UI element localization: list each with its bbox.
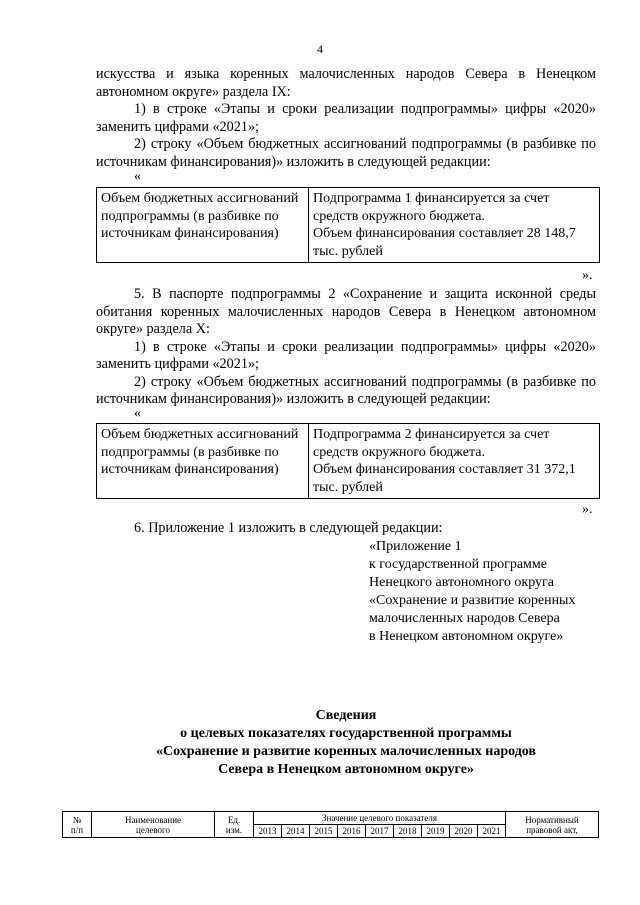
heading-line: Севера в Ненецком автономном округе» — [218, 762, 474, 777]
header-act-line: правовой акт, — [526, 824, 578, 835]
budget-box-1-label: Объем бюджетных ассигнований подпрограммы (в разбивке по источникам финансирования) — [97, 188, 309, 262]
year-cell: 2016 — [338, 825, 366, 838]
year-cell: 2013 — [254, 825, 282, 838]
heading-title: Сведения — [315, 708, 377, 723]
item-5-1: 1) в строке «Этапы и сроки реализации подпрограммы» цифры «2020» заменить цифрами «2021»; — [96, 338, 596, 372]
year-cell: 2017 — [366, 825, 394, 838]
budget-box-1-amount: Объем финансирования составляет 28 148,7 тыс. рублей — [313, 226, 576, 259]
page-number: 4 — [317, 42, 323, 56]
budget-box-2-label: Объем бюджетных ассигнований подпрограммы (в разбивке по источникам финансирования) — [97, 424, 309, 498]
header-name-line: целевого — [136, 824, 170, 835]
header-number-line: № — [72, 814, 82, 825]
year-cell: 2015 — [310, 825, 338, 838]
header-unit — [215, 812, 254, 838]
item-1-1: 1) в строке «Этапы и сроки реализации подпрограммы» цифры «2020» заменить цифрами «2021»; — [96, 101, 596, 135]
budget-box-2-value — [309, 424, 599, 498]
budget-box-2-source: Подпрограмма 2 финансируется за счет средств окружного бюджета. — [313, 427, 550, 460]
indicators-table — [62, 811, 599, 838]
year-cell: 2019 — [422, 825, 450, 838]
quote-open-1: « — [134, 169, 141, 184]
heading-line: о целевых показателях государственной программы — [180, 726, 512, 741]
header-value: Значение целевого показателя — [254, 812, 506, 825]
year-cell: 2018 — [394, 825, 422, 838]
budget-box-1-value — [309, 188, 599, 262]
quote-close-1: ». — [582, 268, 593, 283]
budget-box-2-amount: Объем финансирования составляет 31 372,1 тыс. рублей — [313, 462, 576, 495]
item-6: 6. Приложение 1 изложить в следующей редакции: — [134, 520, 443, 536]
item-5-2: 2) строку «Объем бюджетных ассигнований подпрограммы (в разбивке по источникам финансирования)» изложить в следующей редакции: — [96, 373, 596, 407]
header-name-line: Наименование — [124, 814, 182, 825]
year-cell: 2014 — [282, 825, 310, 838]
header-number — [63, 812, 92, 838]
budget-box-2 — [96, 423, 600, 499]
budget-box-1 — [96, 187, 600, 263]
header-number-line: п/п — [70, 824, 84, 835]
heading-line: «Сохранение и развитие коренных малочисленных народов — [156, 744, 536, 759]
appendix-line: Ненецкого автономного округа — [369, 575, 554, 590]
section-text-1 — [96, 66, 596, 171]
header-unit-line: изм. — [225, 824, 243, 835]
appendix-line: «Приложение 1 — [369, 539, 462, 554]
document-heading — [96, 707, 596, 779]
table-header-row — [63, 812, 599, 825]
year-cell: 2021 — [478, 825, 506, 838]
appendix-reference — [369, 538, 575, 646]
item-1-2: 2) строку «Объем бюджетных ассигнований подпрограммы (в разбивке по источникам финансирования)» изложить в следующей редакции: — [96, 136, 596, 170]
header-act — [506, 812, 599, 838]
quote-open-2: « — [134, 406, 141, 421]
section-text-2 — [96, 286, 596, 409]
item-5: 5. В паспорте подпрограммы 2 «Сохранение и защита исконной среды обитания коренных малочисленных народов Севера в Ненецком автономном округе» раздела X: — [96, 286, 596, 337]
header-act-line: Нормативный — [525, 814, 579, 825]
header-unit-line: Ед. — [227, 814, 241, 825]
header-name — [92, 812, 215, 838]
section-text-3 — [96, 520, 596, 538]
appendix-line: в Ненецком автономном округе» — [369, 629, 564, 644]
intro-paragraph: искусства и языка коренных малочисленных народов Севера в Ненецком автономном округе» раздела IX: — [96, 66, 596, 100]
appendix-line: к государственной программе — [369, 557, 547, 572]
year-cell: 2020 — [450, 825, 478, 838]
quote-close-2: ». — [582, 502, 593, 517]
appendix-line: «Сохранение и развитие коренных — [369, 593, 576, 608]
budget-box-1-source: Подпрограмма 1 финансируется за счет средств окружного бюджета. — [313, 191, 550, 224]
appendix-line: малочисленных народов Севера — [369, 611, 560, 626]
